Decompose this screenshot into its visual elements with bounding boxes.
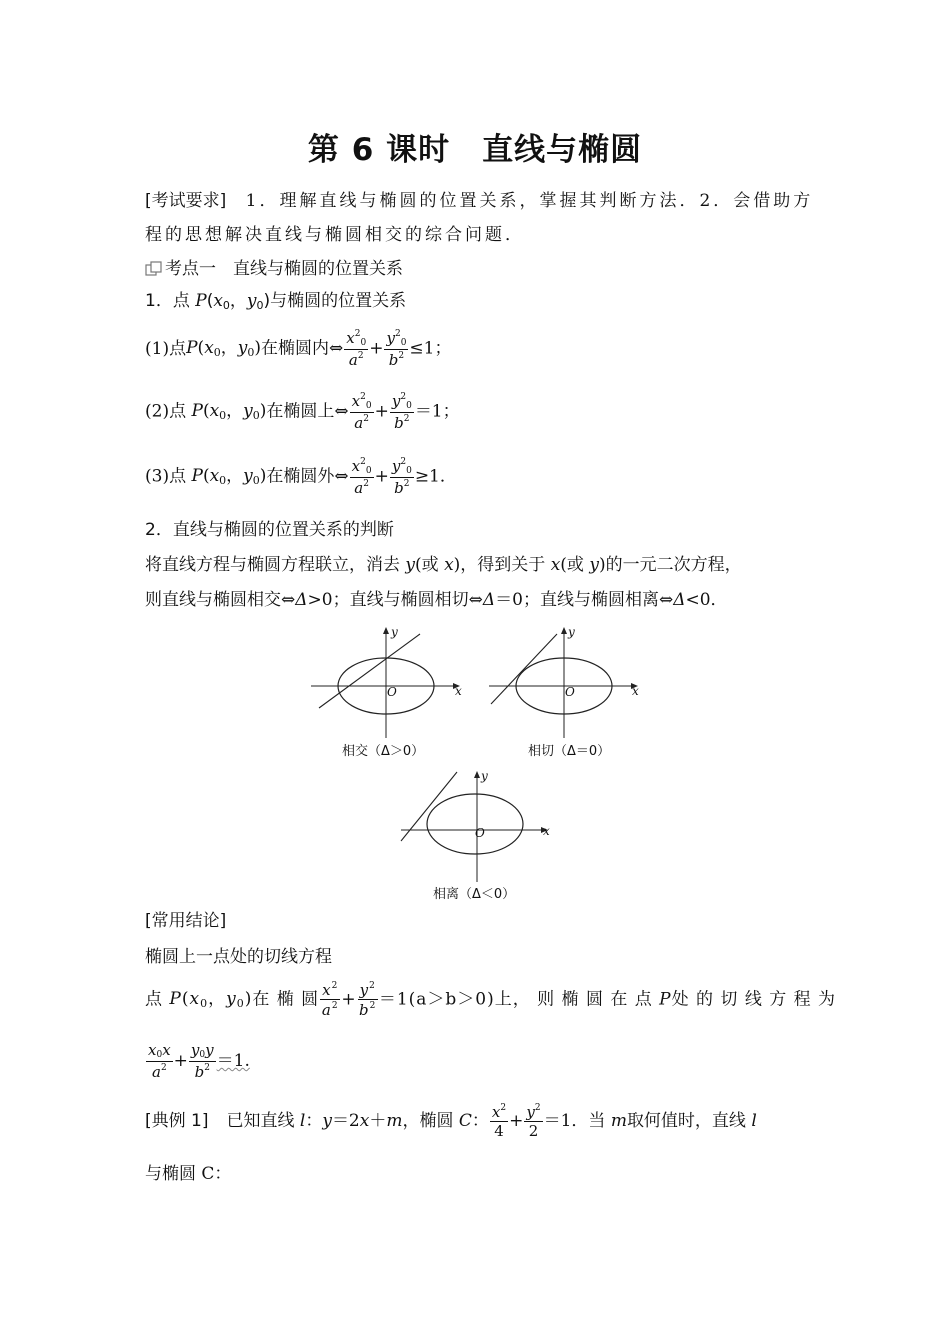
ex-h: 取何值时，直线 bbox=[626, 1111, 752, 1131]
item2-where: 在椭圆上⇔ bbox=[266, 401, 349, 422]
requirements-line-1 bbox=[145, 193, 813, 210]
concl-d: 处 的 切 线 方 程 为 bbox=[671, 989, 837, 1010]
fig1-x-label: x bbox=[455, 684, 462, 698]
ex-e: ，椭圆 bbox=[402, 1111, 459, 1131]
ex-f: ： bbox=[471, 1111, 489, 1131]
tangent-equation: $\frac{x_0x}{a^2}$ + $\frac{y_0y}{b^2}$ ＝1. bbox=[148, 1041, 250, 1081]
caption-separate: 相离（Δ＜0） bbox=[433, 887, 516, 902]
ex-b: ： bbox=[305, 1111, 323, 1131]
concl-a: 点 bbox=[145, 989, 170, 1010]
concl-c: ＝1(a＞b＞0)上， 则 椭 圆 在 点 bbox=[378, 989, 660, 1010]
fig3-x-label: x bbox=[543, 824, 550, 838]
fig2-origin: O bbox=[565, 685, 575, 699]
figure-tangent-graph bbox=[485, 622, 655, 742]
figure-intersect bbox=[305, 622, 475, 742]
figure-separate bbox=[395, 766, 565, 886]
section-marker-icon bbox=[145, 261, 163, 277]
p2l1-d: (或 bbox=[560, 555, 590, 575]
fig2-x-label: x bbox=[632, 684, 639, 698]
point1-heading: 1．点 $P(x_0$，$y_0$)与椭圆的位置关系 bbox=[145, 291, 407, 312]
p2l2-d: <0． bbox=[685, 590, 728, 610]
point1-item-2: (2)点 $P(x_0$，$y_0$)在椭圆上⇔ $\frac{x^2_0}{a^2}$ + $\frac{y^2_0}{b^2}$ ＝1； bbox=[145, 392, 460, 432]
p2l2-b: >0；直线与椭圆相切⇔ bbox=[307, 590, 483, 610]
requirements-line-2: 程的思想解决直线与椭圆相交的综合问题． bbox=[145, 225, 525, 245]
ex-c: ＝2 bbox=[331, 1111, 360, 1131]
fig2-y-label: y bbox=[568, 625, 575, 639]
item1-prefix: (1)点 bbox=[145, 338, 187, 359]
ex-a: 已知直线 bbox=[226, 1111, 300, 1131]
example-label: [典例 1] bbox=[145, 1111, 209, 1131]
example-line-2: 与椭圆 C： bbox=[145, 1164, 232, 1184]
requirements-label: [考试要求] bbox=[145, 191, 227, 211]
caption-tangent: 相切（Δ＝0） bbox=[528, 744, 611, 759]
page-title: 第 6 课时 直线与椭圆 bbox=[307, 132, 643, 168]
item3-rel: ≥1． bbox=[414, 466, 457, 487]
p2l1-b: (或 bbox=[415, 555, 445, 575]
point1-item-3: (3)点 $P(x_0$，$y_0$)在椭圆外⇔ $\frac{x^2_0}{a^2}$ + $\frac{y^2_0}{b^2}$ ≥1． bbox=[145, 457, 457, 497]
requirements-text-1: 1．理解直线与椭圆的位置关系，掌握其判断方法．2．会借助方 bbox=[245, 191, 814, 211]
caption-intersect: 相交（Δ＞0） bbox=[342, 744, 425, 759]
point1-item-1: (1)点$P(x_0$，$y_0$)在椭圆内⇔ $\frac{x^2_0}{a^2}$ + $\frac{y^2_0}{b^2}$ ≤1； bbox=[145, 329, 452, 369]
fig1-origin: O bbox=[387, 685, 397, 699]
point2-line-2: 则直线与椭圆相交⇔Δ>0；直线与椭圆相切⇔Δ＝0；直线与椭圆相离⇔Δ<0． bbox=[145, 590, 728, 610]
item1-where: 在椭圆内⇔ bbox=[261, 338, 344, 359]
p2l1-a: 将直线方程与椭圆方程联立，消去 bbox=[145, 555, 406, 575]
section-label: 考点一 直线与椭圆的位置关系 bbox=[165, 259, 403, 279]
concl-b: 在 椭 圆 bbox=[252, 989, 320, 1010]
point1-heading-pre: 1．点 bbox=[145, 291, 196, 311]
point1-heading-post: 与椭圆的位置关系 bbox=[270, 291, 407, 311]
figure-tangent bbox=[485, 622, 655, 742]
item1-rel: ≤1； bbox=[409, 338, 452, 359]
p2l2-c: ＝0；直线与椭圆相离⇔ bbox=[495, 590, 674, 610]
example-line-1: [典例 1] 已知直线 l：y＝2x＋m，椭圆 C： $\frac{x^2}{4}$ + $\frac{y^2}{2}$ ＝1．当 m取何值时，直线 l bbox=[145, 1103, 757, 1140]
p2l1-e: )的一元二次方程， bbox=[598, 555, 742, 575]
item2-rel: ＝1； bbox=[414, 401, 460, 422]
conclusion-text: 点 $P(x_0$，$y_0$)在 椭 圆 $\frac{x^2}{a^2}$ + $\frac{y^2}{b^2}$ ＝1(a＞b＞0)上， 则 椭 圆 在 点 P处 的 切 线 方 程 为 bbox=[145, 981, 837, 1019]
item3-where: 在椭圆外⇔ bbox=[266, 466, 349, 487]
fig3-y-label: y bbox=[481, 769, 488, 783]
fig1-y-label: y bbox=[391, 625, 398, 639]
fig3-origin: O bbox=[475, 826, 485, 840]
figure-intersect-graph bbox=[305, 622, 475, 742]
point2-heading: 2．直线与椭圆的位置关系的判断 bbox=[145, 520, 394, 540]
item3-prefix: (3)点 bbox=[145, 466, 192, 487]
conclusion-label: [常用结论] bbox=[145, 911, 227, 931]
p2l1-c: )，得到关于 bbox=[453, 555, 551, 575]
item2-prefix: (2)点 bbox=[145, 401, 192, 422]
ex-g: ＝1．当 bbox=[543, 1111, 611, 1131]
tangent-eq-tail: ＝1. bbox=[216, 1051, 250, 1071]
p2l2-a: 则直线与椭圆相交⇔ bbox=[145, 590, 296, 610]
point2-line-1: 将直线方程与椭圆方程联立，消去 y(或 x)，得到关于 x(或 y)的一元二次方程， bbox=[145, 555, 742, 575]
section-heading bbox=[145, 261, 403, 278]
ex-d: ＋ bbox=[369, 1111, 387, 1131]
conclusion-heading: 椭圆上一点处的切线方程 bbox=[145, 947, 332, 967]
